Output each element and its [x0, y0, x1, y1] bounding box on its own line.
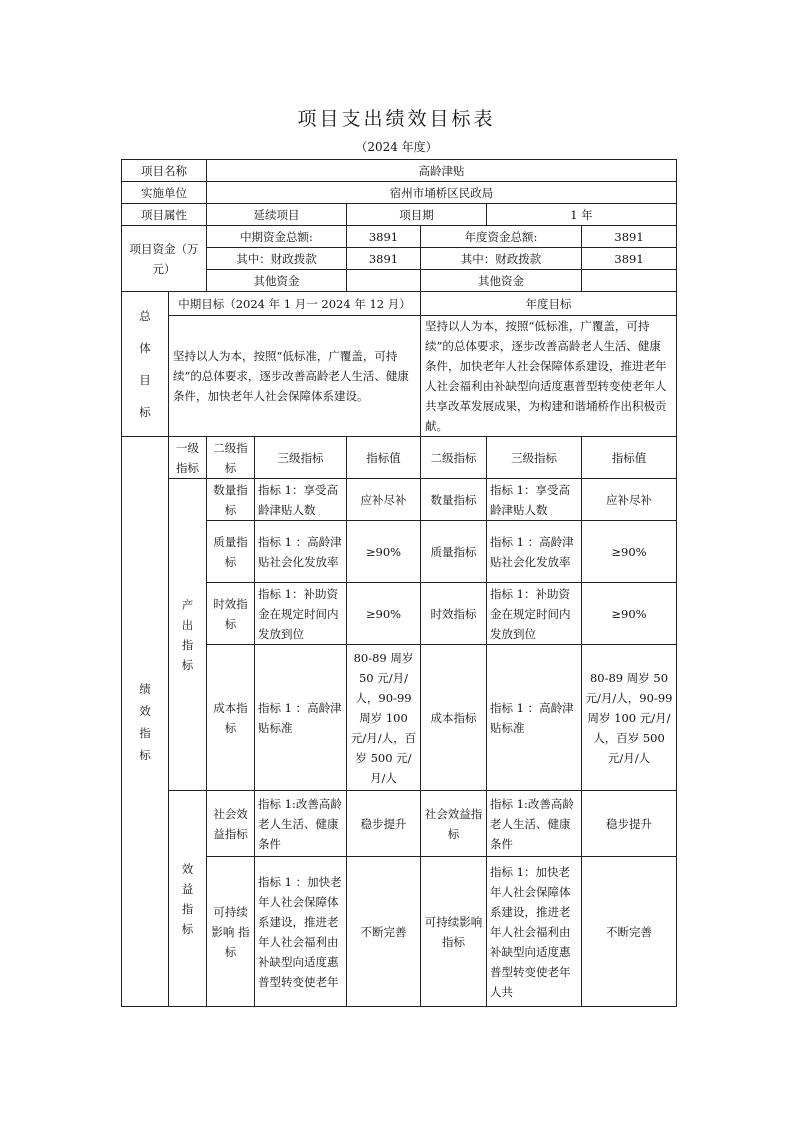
mid-goal-text: 坚持以人为本，按照“低标准，广覆盖，可持续”的总体要求，逐步改善高龄老人生活、健康条件，加快老年人社会保障体系建设。 [169, 316, 421, 437]
performance-table [121, 159, 677, 1007]
row-val: ≥90% [347, 583, 421, 645]
year-total-label: 年度资金总额: [421, 226, 582, 248]
row-l2: 成本指标 [207, 645, 255, 791]
unit-label: 实施单位 [122, 182, 207, 204]
header-l2: 二级指标 [207, 437, 255, 479]
row-valb: ≥90% [582, 583, 677, 645]
row-valb: 80-89 周岁 50 元/月/人，90-99 周岁 100 元/月/人，百岁 500 元/月/人 [582, 645, 677, 791]
row-val: 应补尽补 [347, 479, 421, 521]
row-l2b: 可持续影响 指标 [421, 857, 487, 1007]
header-l2b: 二级指标 [421, 437, 487, 479]
attr-value: 延续项目 [207, 204, 347, 226]
row-val: ≥90% [347, 521, 421, 583]
mid-goal-header: 中期目标（2024 年 1 月一 2024 年 12 月） [169, 292, 421, 316]
period-label: 项目期 [347, 204, 487, 226]
mid-other-label: 其他资金 [207, 270, 347, 292]
year-goal-text: 坚持以人为本，按照“低标准，广覆盖，可持续”的总体要求，逐步改善高龄老人生活、健康条件，加快老年人社会保障体系建设，推进老年人社会福利由补缺型向适度惠普型转变使老年人共享改革发展成果，为构建和谐埇桥作出积极贡献。 [421, 316, 677, 437]
effect-label: 效益指标 [169, 791, 207, 1007]
row-val: 稳步提升 [347, 791, 421, 857]
row-l2b: 社会效益指标 [421, 791, 487, 857]
header-val: 指标值 [347, 437, 421, 479]
row-l3: 指标 1：享受高龄津贴人数 [255, 479, 347, 521]
row-l3: 指标 1 ：加快老年人社会保障体系建设，推进老年人社会福利由补缺型向适度惠普型转变使老年 [255, 857, 347, 1007]
row-l2b: 质量指标 [421, 521, 487, 583]
year-fiscal-value: 3891 [582, 248, 677, 270]
row-valb: 稳步提升 [582, 791, 677, 857]
header-l1: 一级指标 [169, 437, 207, 479]
mid-total-value: 3891 [347, 226, 421, 248]
attr-label: 项目属性 [122, 204, 207, 226]
mid-total-label: 中期资金总额: [207, 226, 347, 248]
row-l2: 社会效益指标 [207, 791, 255, 857]
row-valb: ≥90% [582, 521, 677, 583]
row-l3b: 指标 1 ：高龄津贴标准 [487, 645, 582, 791]
row-l3b: 指标 1 ：高龄津贴社会化发放率 [487, 521, 582, 583]
year-other-value [582, 270, 677, 292]
row-l2: 质量指标 [207, 521, 255, 583]
year-goal-header: 年度目标 [421, 292, 677, 316]
row-val: 80-89 周岁 50 元/月/人，90-99 周岁 100 元/月/人，百岁 500 元/月/人 [347, 645, 421, 791]
project-name-value: 高龄津贴 [207, 160, 677, 182]
mid-fiscal-value: 3891 [347, 248, 421, 270]
page-title: 项目支出绩效目标表 [297, 108, 496, 130]
output-label: 产出指标 [169, 479, 207, 791]
header-l3: 三级指标 [255, 437, 347, 479]
fund-label: 项目资金（万元） [122, 226, 207, 292]
mid-fiscal-label: 其中：财政拨款 [207, 248, 347, 270]
page-subtitle: （2024 年度） [355, 140, 438, 154]
row-l2: 数量指标 [207, 479, 255, 521]
year-other-label: 其他资金 [421, 270, 582, 292]
row-l3b: 指标 1:改善高龄老人生活、健康条件 [487, 791, 582, 857]
row-val: 不断完善 [347, 857, 421, 1007]
overall-goal-label: 总体目标 [122, 292, 169, 437]
row-l3: 指标 1 ：高龄津贴社会化发放率 [255, 521, 347, 583]
header-l3b: 三级指标 [487, 437, 582, 479]
row-l3: 指标 1 ：高龄津贴标准 [255, 645, 347, 791]
unit-value: 宿州市埇桥区民政局 [207, 182, 677, 204]
row-l3b: 指标 1：加快老年人社会保障体系建设，推进老年人社会福利由补缺型向适度惠普型转变使老年人共 [487, 857, 582, 1007]
mid-other-value [347, 270, 421, 292]
row-l2b: 时效指标 [421, 583, 487, 645]
year-fiscal-label: 其中：财政拨款 [421, 248, 582, 270]
perf-label: 绩效指标 [122, 437, 169, 1007]
row-l3b: 指标 1：补助资金在规定时间内发放到位 [487, 583, 582, 645]
row-l2b: 数量指标 [421, 479, 487, 521]
row-l3b: 指标 1：享受高龄津贴人数 [487, 479, 582, 521]
row-l2: 可持续影响 指标 [207, 857, 255, 1007]
project-name-label: 项目名称 [122, 160, 207, 182]
row-l3: 指标 1:改善高龄老人生活、健康条件 [255, 791, 347, 857]
year-total-value: 3891 [582, 226, 677, 248]
row-l3: 指标 1：补助资金在规定时间内发放到位 [255, 583, 347, 645]
period-value: 1 年 [487, 204, 677, 226]
row-valb: 应补尽补 [582, 479, 677, 521]
row-l2b: 成本指标 [421, 645, 487, 791]
row-l2: 时效指标 [207, 583, 255, 645]
header-valb: 指标值 [582, 437, 677, 479]
row-valb: 不断完善 [582, 857, 677, 1007]
